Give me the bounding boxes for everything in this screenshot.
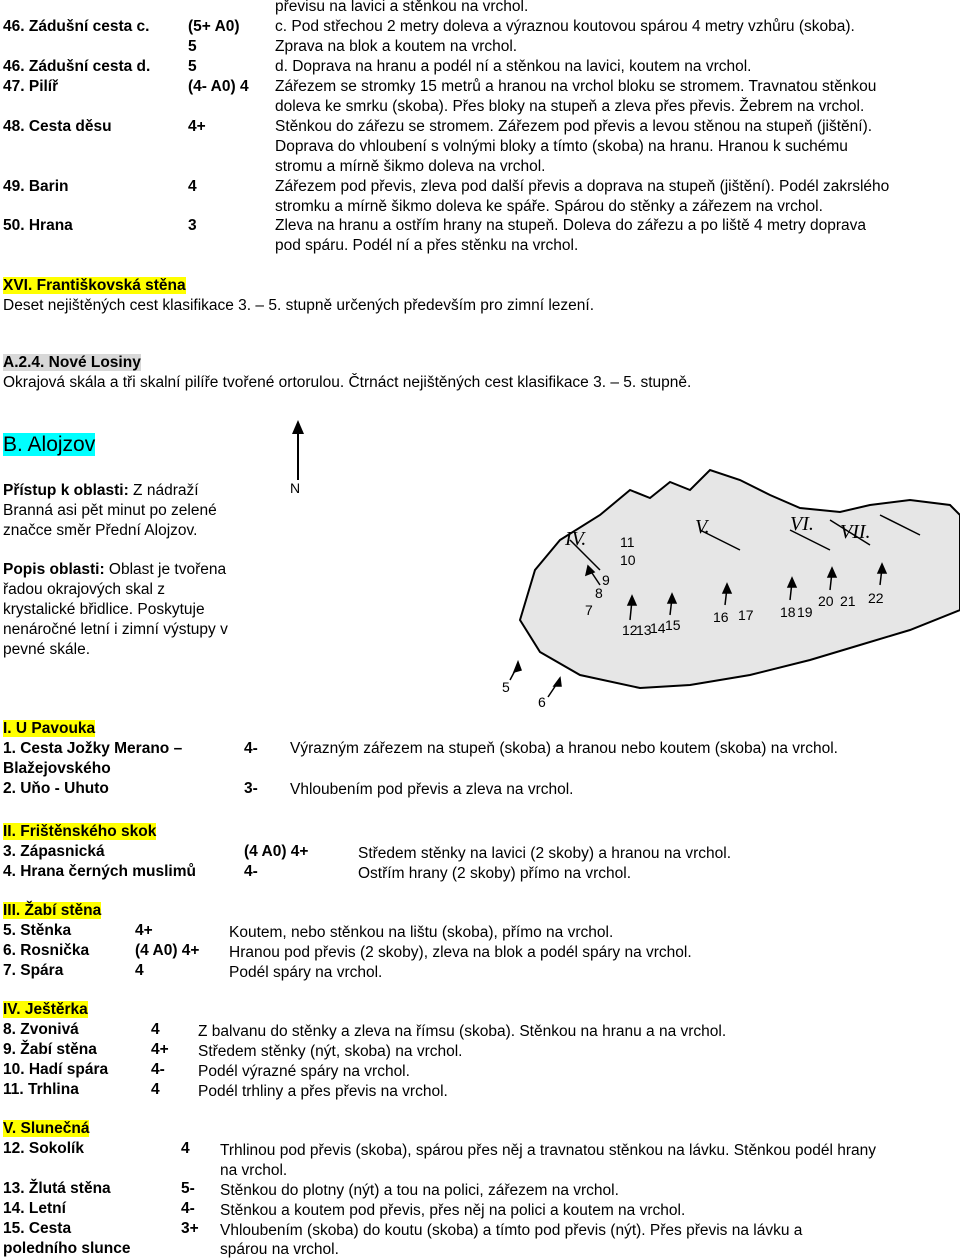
route-desc: Středem stěnky (nýt, skoba) na vrchol.: [198, 1043, 463, 1060]
route-grade: 4: [181, 1140, 190, 1157]
route-name: 13. Žlutá stěna: [3, 1180, 111, 1197]
map-route-number: 21: [840, 593, 856, 609]
sector-heading: V. Slunečná: [3, 1120, 90, 1137]
access-line: Branná asi pět minut po zelené: [3, 502, 217, 519]
north-arrow-icon: [290, 420, 304, 496]
route-grade: (5+ A0): [188, 18, 240, 35]
route-desc: převisu na lavici a stěnkou na vrchol.: [275, 0, 529, 15]
route-name: 50. Hrana: [3, 217, 73, 234]
area-line: pevné skále.: [3, 641, 91, 658]
section-text: Deset nejištěných cest klasifikace 3. – 5. stupně určených především pro zimní lezení.: [3, 297, 595, 314]
map-route-number: 5: [502, 679, 510, 695]
route-grade: 4: [151, 1021, 160, 1038]
route-name: 6. Rosnička: [3, 942, 90, 959]
section-heading: A.2.4. Nové Losiny: [3, 354, 141, 371]
map-sector-label: V.: [695, 516, 710, 538]
route-name: 10. Hadí spára: [3, 1061, 109, 1078]
map-route-number: 12: [622, 622, 638, 638]
route-desc: Doprava do vhloubení s volnými bloky a tímto (skoba) na hranu. Hranou k suchému: [275, 138, 848, 155]
section-heading: XVI. Františkovská stěna: [3, 277, 186, 294]
route-name: 1. Cesta Jožky Merano –: [3, 740, 183, 757]
area-line: řadou okrajových skal z: [3, 581, 165, 598]
route-name: 8. Zvonivá: [3, 1021, 79, 1038]
access-label: Přístup k oblasti:: [3, 482, 129, 499]
map-route-number: 19: [797, 604, 813, 620]
sector-heading: I. U Pavouka: [3, 720, 96, 737]
route-desc: Vhloubením pod převis a zleva na vrchol.: [290, 781, 574, 798]
route-desc: Vhloubením (skoba) do koutu (skoba) a tímto pod převis (nýt). Přes převis na lávku a: [220, 1222, 803, 1239]
sector-heading: III. Žabí stěna: [3, 902, 102, 919]
route-desc: Zářezem se stromky 15 metrů a hranou na vrchol bloku se stromem. Travnatou stěnkou: [275, 78, 877, 95]
route-desc: Podél spáry na vrchol.: [229, 964, 383, 981]
route-name: 2. Uňo - Uhuto: [3, 780, 109, 797]
route-grade: 5: [188, 38, 197, 55]
route-desc: Podél trhliny a přes převis na vrchol.: [198, 1083, 448, 1100]
route-grade: (4- A0) 4: [188, 78, 249, 95]
route-name: 46. Zádušní cesta c.: [3, 18, 150, 35]
route-desc: d. Doprava na hranu a podél ní a stěnkou na lavici, koutem na vrchol.: [275, 58, 752, 75]
route-name: 3. Zápasnická: [3, 843, 105, 860]
map-sector-label: IV.: [565, 528, 587, 550]
route-name: 14. Letní: [3, 1200, 66, 1217]
route-desc: Zleva na hranu a ostřím hrany na stupeň. Doleva do zářezu a po liště 4 metry doprava: [275, 217, 867, 234]
route-desc: pod spáru. Podél ní a přes stěnku na vrchol.: [275, 237, 579, 254]
route-desc: stromku a mírně šikmo doleva ke spáře. Spárou do stěnky a zářezem na vrchol.: [275, 198, 823, 215]
route-grade: 4-: [244, 863, 258, 880]
map-route-number: 16: [713, 609, 729, 625]
route-desc: spárou na vrchol.: [220, 1241, 339, 1258]
section-text: Okrajová skála a tři skalní pilíře tvořené ortorulou. Čtrnáct nejištěných cest klasifikace 3. – 5. stupně.: [3, 374, 692, 391]
route-grade: 4+: [151, 1041, 169, 1058]
route-name: 48. Cesta děsu: [3, 118, 112, 135]
map-route-number: 15: [665, 617, 681, 633]
route-desc: stromu a mírně šikmo doleva na vrchol.: [275, 158, 546, 175]
route-desc: c. Pod střechou 2 metry doleva a výraznou koutovou spárou 4 metry vzhůru (skoba).: [275, 18, 855, 35]
sector-heading: IV. Ještěrka: [3, 1001, 88, 1018]
map-sector-label: VI.: [790, 513, 814, 535]
route-grade: 4: [135, 962, 144, 979]
route-desc: Ostřím hrany (2 skoby) přímo na vrchol.: [358, 865, 632, 882]
route-name: 15. Cesta: [3, 1220, 72, 1237]
route-name: 9. Žabí stěna: [3, 1041, 97, 1058]
route-desc: Stěnkou a koutem pod převis, přes něj na polici a koutem na vrchol.: [220, 1202, 686, 1219]
route-grade: 4+: [135, 922, 153, 939]
map-route-number: 6: [538, 694, 546, 710]
route-name: 11. Trhlina: [3, 1081, 79, 1098]
map-route-number: 18: [780, 604, 796, 620]
route-desc: Stěnkou do zářezu se stromem. Zářezem pod převis a levou stěnou na stupeň (jištění).: [275, 118, 873, 135]
map-route-number: 11: [620, 534, 635, 550]
route-desc: Zářezem pod převis, zleva pod další převis a doprava na stupeň (jištění). Podél zakrslého: [275, 178, 890, 195]
north-label: N: [290, 480, 301, 496]
route-name: 4. Hrana černých muslimů: [3, 863, 196, 880]
route-desc: Zprava na blok a koutem na vrchol.: [275, 38, 518, 55]
route-grade: 4+: [188, 118, 206, 135]
map-route-number: 13: [636, 622, 652, 638]
route-desc: Koutem, nebo stěnkou na lištu (skoba), přímo na vrchol.: [229, 924, 614, 941]
route-desc: na vrchol.: [220, 1162, 288, 1179]
route-desc: Hranou pod převis (2 skoby), zleva na blok a podél spáry na vrchol.: [229, 944, 692, 961]
route-grade: 5: [188, 58, 197, 75]
map-route-number: 10: [620, 552, 636, 568]
route-name: 47. Pilíř: [3, 78, 59, 95]
map-route-number: 9: [602, 572, 610, 588]
area-line: nenáročné letní i zimní výstupy v: [3, 621, 228, 638]
map-sector-label: VII.: [840, 521, 871, 543]
area-title: B. Alojzov: [3, 433, 96, 456]
route-grade: 3: [188, 217, 197, 234]
route-desc: Z balvanu do stěnky a zleva na římsu (skoba). Stěnkou na hranu a na vrchol.: [198, 1023, 727, 1040]
route-name: 7. Spára: [3, 962, 64, 979]
map-route-number: 22: [868, 590, 884, 606]
area-line: Oblast je tvořena: [104, 561, 227, 578]
map-route-number: 8: [595, 585, 603, 601]
route-name: 5. Stěnka: [3, 922, 72, 939]
route-desc: Podél výrazné spáry na vrchol.: [198, 1063, 410, 1080]
area-description: [3, 560, 228, 660]
rock-outline: [520, 470, 960, 688]
route-grade: (4 A0) 4+: [135, 942, 200, 959]
route-grade: 5-: [181, 1180, 195, 1197]
route-grade: 4-: [244, 740, 258, 757]
route-desc: Výrazným zářezem na stupeň (skoba) a hranou nebo koutem (skoba) na vrchol.: [290, 740, 838, 757]
access-line: Z nádraží: [128, 482, 199, 499]
map-route-number: 17: [738, 607, 754, 623]
route-desc: Trhlinou pod převis (skoba), spárou přes něj a travnatou stěnkou na lávku. Stěnkou podél hrany: [220, 1142, 876, 1159]
map-route-number: 20: [818, 593, 834, 609]
route-name: 46. Zádušní cesta d.: [3, 58, 151, 75]
area-line: krystalické břidlice. Poskytuje: [3, 601, 205, 618]
area-label: Popis oblasti:: [3, 561, 105, 578]
route-grade: (4 A0) 4+: [244, 843, 309, 860]
access-line: značce směr Přední Alojzov.: [3, 522, 198, 539]
route-desc: Středem stěnky na lavici (2 skoby) a hranou na vrchol.: [358, 845, 732, 862]
crag-map: [270, 420, 960, 720]
route-name: Blažejovského: [3, 760, 111, 777]
route-name: poledního slunce: [3, 1240, 131, 1257]
route-name: 12. Sokolík: [3, 1140, 84, 1157]
access-info: [3, 481, 217, 541]
map-route-number: 14: [650, 620, 666, 636]
route-grade: 4-: [181, 1200, 195, 1217]
route-grade: 4-: [151, 1061, 165, 1078]
route-desc: Stěnkou do plotny (nýt) a tou na polici, zářezem na vrchol.: [220, 1182, 619, 1199]
route-grade: 3+: [181, 1220, 199, 1237]
sector-heading: II. Frištěnského skok: [3, 823, 157, 840]
route-desc: doleva ke smrku (skoba). Přes bloky na stupeň a zleva přes převis. Žebrem na vrchol.: [275, 98, 865, 115]
route-grade: 3-: [244, 780, 258, 797]
route-grade: 4: [188, 178, 197, 195]
map-route-number: 7: [585, 602, 593, 618]
route-grade: 4: [151, 1081, 160, 1098]
route-name: 49. Barin: [3, 178, 69, 195]
